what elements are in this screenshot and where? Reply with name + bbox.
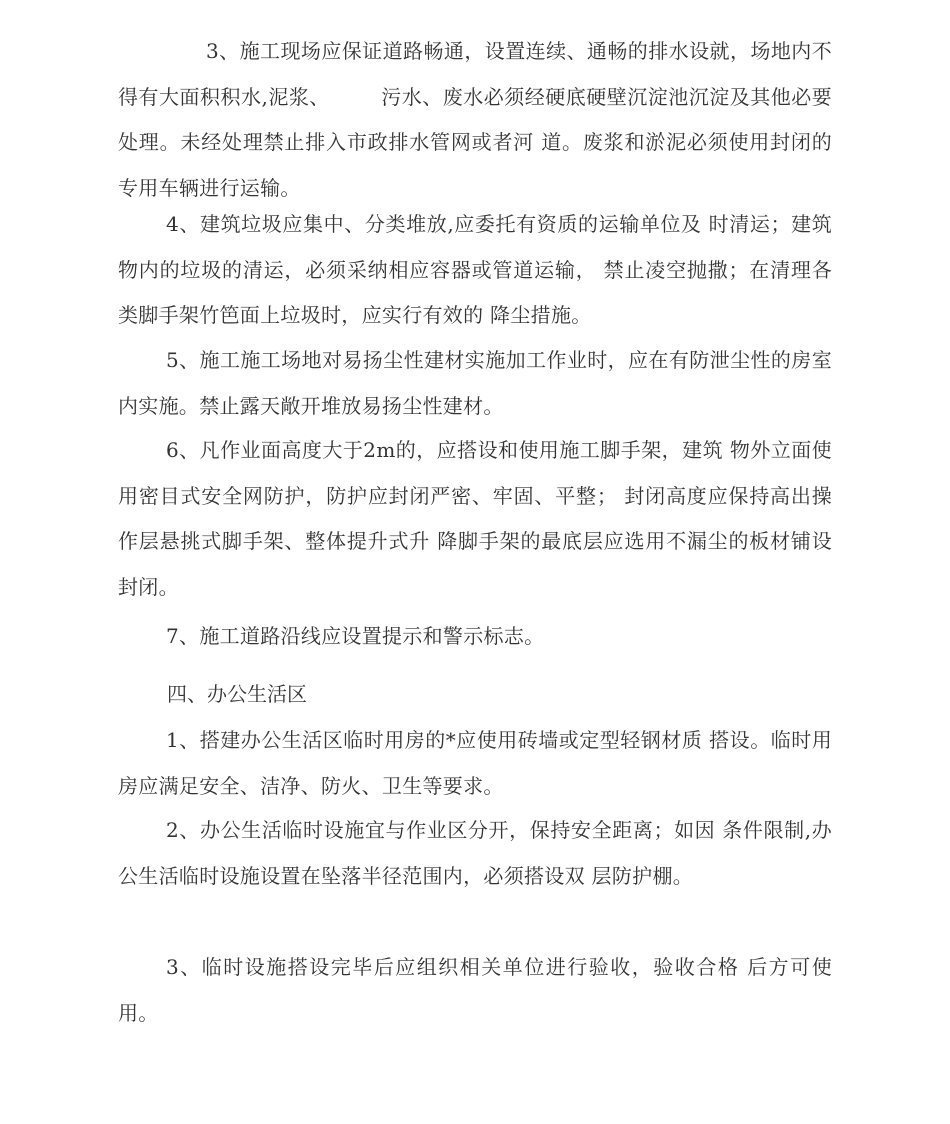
paragraph-dust-materials: 5、施工施工场地对易扬尘性建材实施加工作业时，应在有防泄尘性的房室内实施。禁止露天敞开堆放易扬尘性建材。 bbox=[118, 348, 832, 418]
paragraph-area-separation: 2、办公生活临时设施宜与作业区分开，保持安全距离；如因 条件限制,办公生活临时设施设置在坠落半径范围内，必须搭设双 层防护棚。 bbox=[118, 818, 832, 888]
paragraph-construction-waste: 4、建筑垃圾应集中、分类堆放,应委托有资质的运输单位及 时清运；建筑物内的垃圾的清运，必须采纳相应容器或管道运输， 禁止凌空抛撒；在清理各类脚手架竹笆面上垃圾时，应实行有效的 降尘措施。 bbox=[118, 212, 832, 327]
paragraph-drainage: 3、施工现场应保证道路畅通，设置连续、通畅的排水设就，场地内不得有大面积积水,泥浆、 污水、废水必须经硬底硬壁沉淀池沉淀及其他必要处理。未经处理禁止排入市政排水管网或者河 道。废浆和淤泥必须使用封闭的专用车辆进行运输。 bbox=[118, 39, 832, 200]
paragraph-road-signs: 7、施工道路沿线应设置提示和警示标志。 bbox=[166, 624, 545, 648]
section-heading-office-area: 四、办公生活区 bbox=[167, 682, 307, 706]
paragraph-acceptance: 3、临时设施搭设完毕后应组织相关单位进行验收，验收合格 后方可使用。 bbox=[118, 955, 832, 1025]
paragraph-temp-housing: 1、搭建办公生活区临时用房的*应使用砖墙或定型轻钢材质 搭设。临时用房应满足安全、洁净、防火、卫生等要求。 bbox=[118, 728, 832, 798]
paragraph-scaffold: 6、凡作业面高度大于2m的，应搭设和使用施工脚手架，建筑 物外立面使用密目式安全网防护，防护应封闭严密、牢固、平整； 封闭高度应保持高出操作层悬挑式脚手架、整体提升式升 降脚手架的最底层应选用不漏尘的板材铺设封闭。 bbox=[118, 438, 832, 599]
